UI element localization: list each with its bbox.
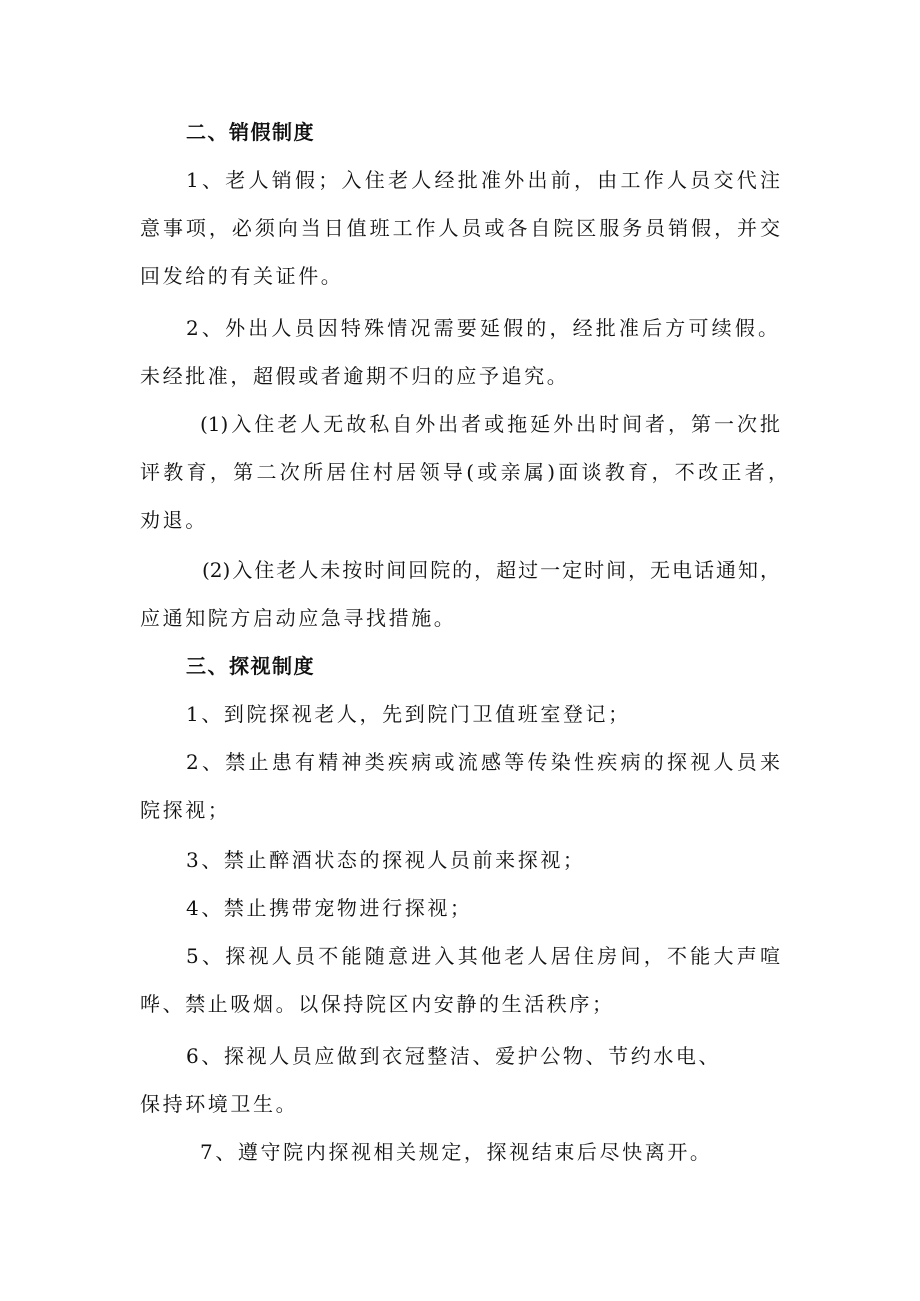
paragraph-line: 3、禁止醉酒状态的探视人员前来探视；: [186, 848, 586, 872]
paragraph-line: 意事项，必须向当日值班工作人员或各自院区服务员销假，并交: [140, 216, 780, 240]
paragraph-line: 4、禁止携带宠物进行探视；: [186, 896, 473, 920]
section-heading-leave-cancel: 二、销假制度: [186, 120, 315, 144]
paragraph-line: 劝退。: [140, 508, 208, 532]
paragraph-line: 评教育，第二次所居住村居领导(或亲属)面谈教育，不改正者，: [140, 460, 788, 484]
paragraph-line: (1)入住老人无故私自外出者或拖延外出时间者，第一次批: [200, 412, 780, 436]
paragraph-line: 5、探视人员不能随意进入其他老人居住房间，不能大声喧: [186, 944, 780, 968]
paragraph-line: 未经批准，超假或者逾期不归的应予追究。: [140, 364, 570, 388]
paragraph-line: 回发给的有关证件。: [140, 264, 344, 288]
paragraph-line: 1、到院探视老人，先到院门卫值班室登记；: [186, 702, 631, 726]
paragraph-line: 7、遵守院内探视相关规定，探视结束后尽快离开。: [200, 1140, 713, 1164]
paragraph-line: 6、探视人员应做到衣冠整洁、爱护公物、节约水电、: [186, 1044, 722, 1068]
section-heading-visiting: 三、探视制度: [186, 654, 315, 678]
paragraph-line: 应通知院方启动应急寻找措施。: [140, 606, 457, 630]
paragraph-line: 2、禁止患有精神类疾病或流感等传染性疾病的探视人员来: [186, 750, 780, 774]
paragraph-line: 2、外出人员因特殊情况需要延假的，经批准后方可续假。: [186, 316, 778, 340]
paragraph-line: 院探视；: [140, 798, 231, 822]
paragraph-line: 哗、禁止吸烟。以保持院区内安静的生活秩序；: [140, 992, 615, 1016]
paragraph-line: 保持环境卫生。: [140, 1092, 299, 1116]
paragraph-line: 1、老人销假；入住老人经批准外出前，由工作人员交代注: [186, 168, 780, 192]
paragraph-line: (2)入住老人未按时间回院的，超过一定时间，无电话通知，: [202, 558, 780, 582]
